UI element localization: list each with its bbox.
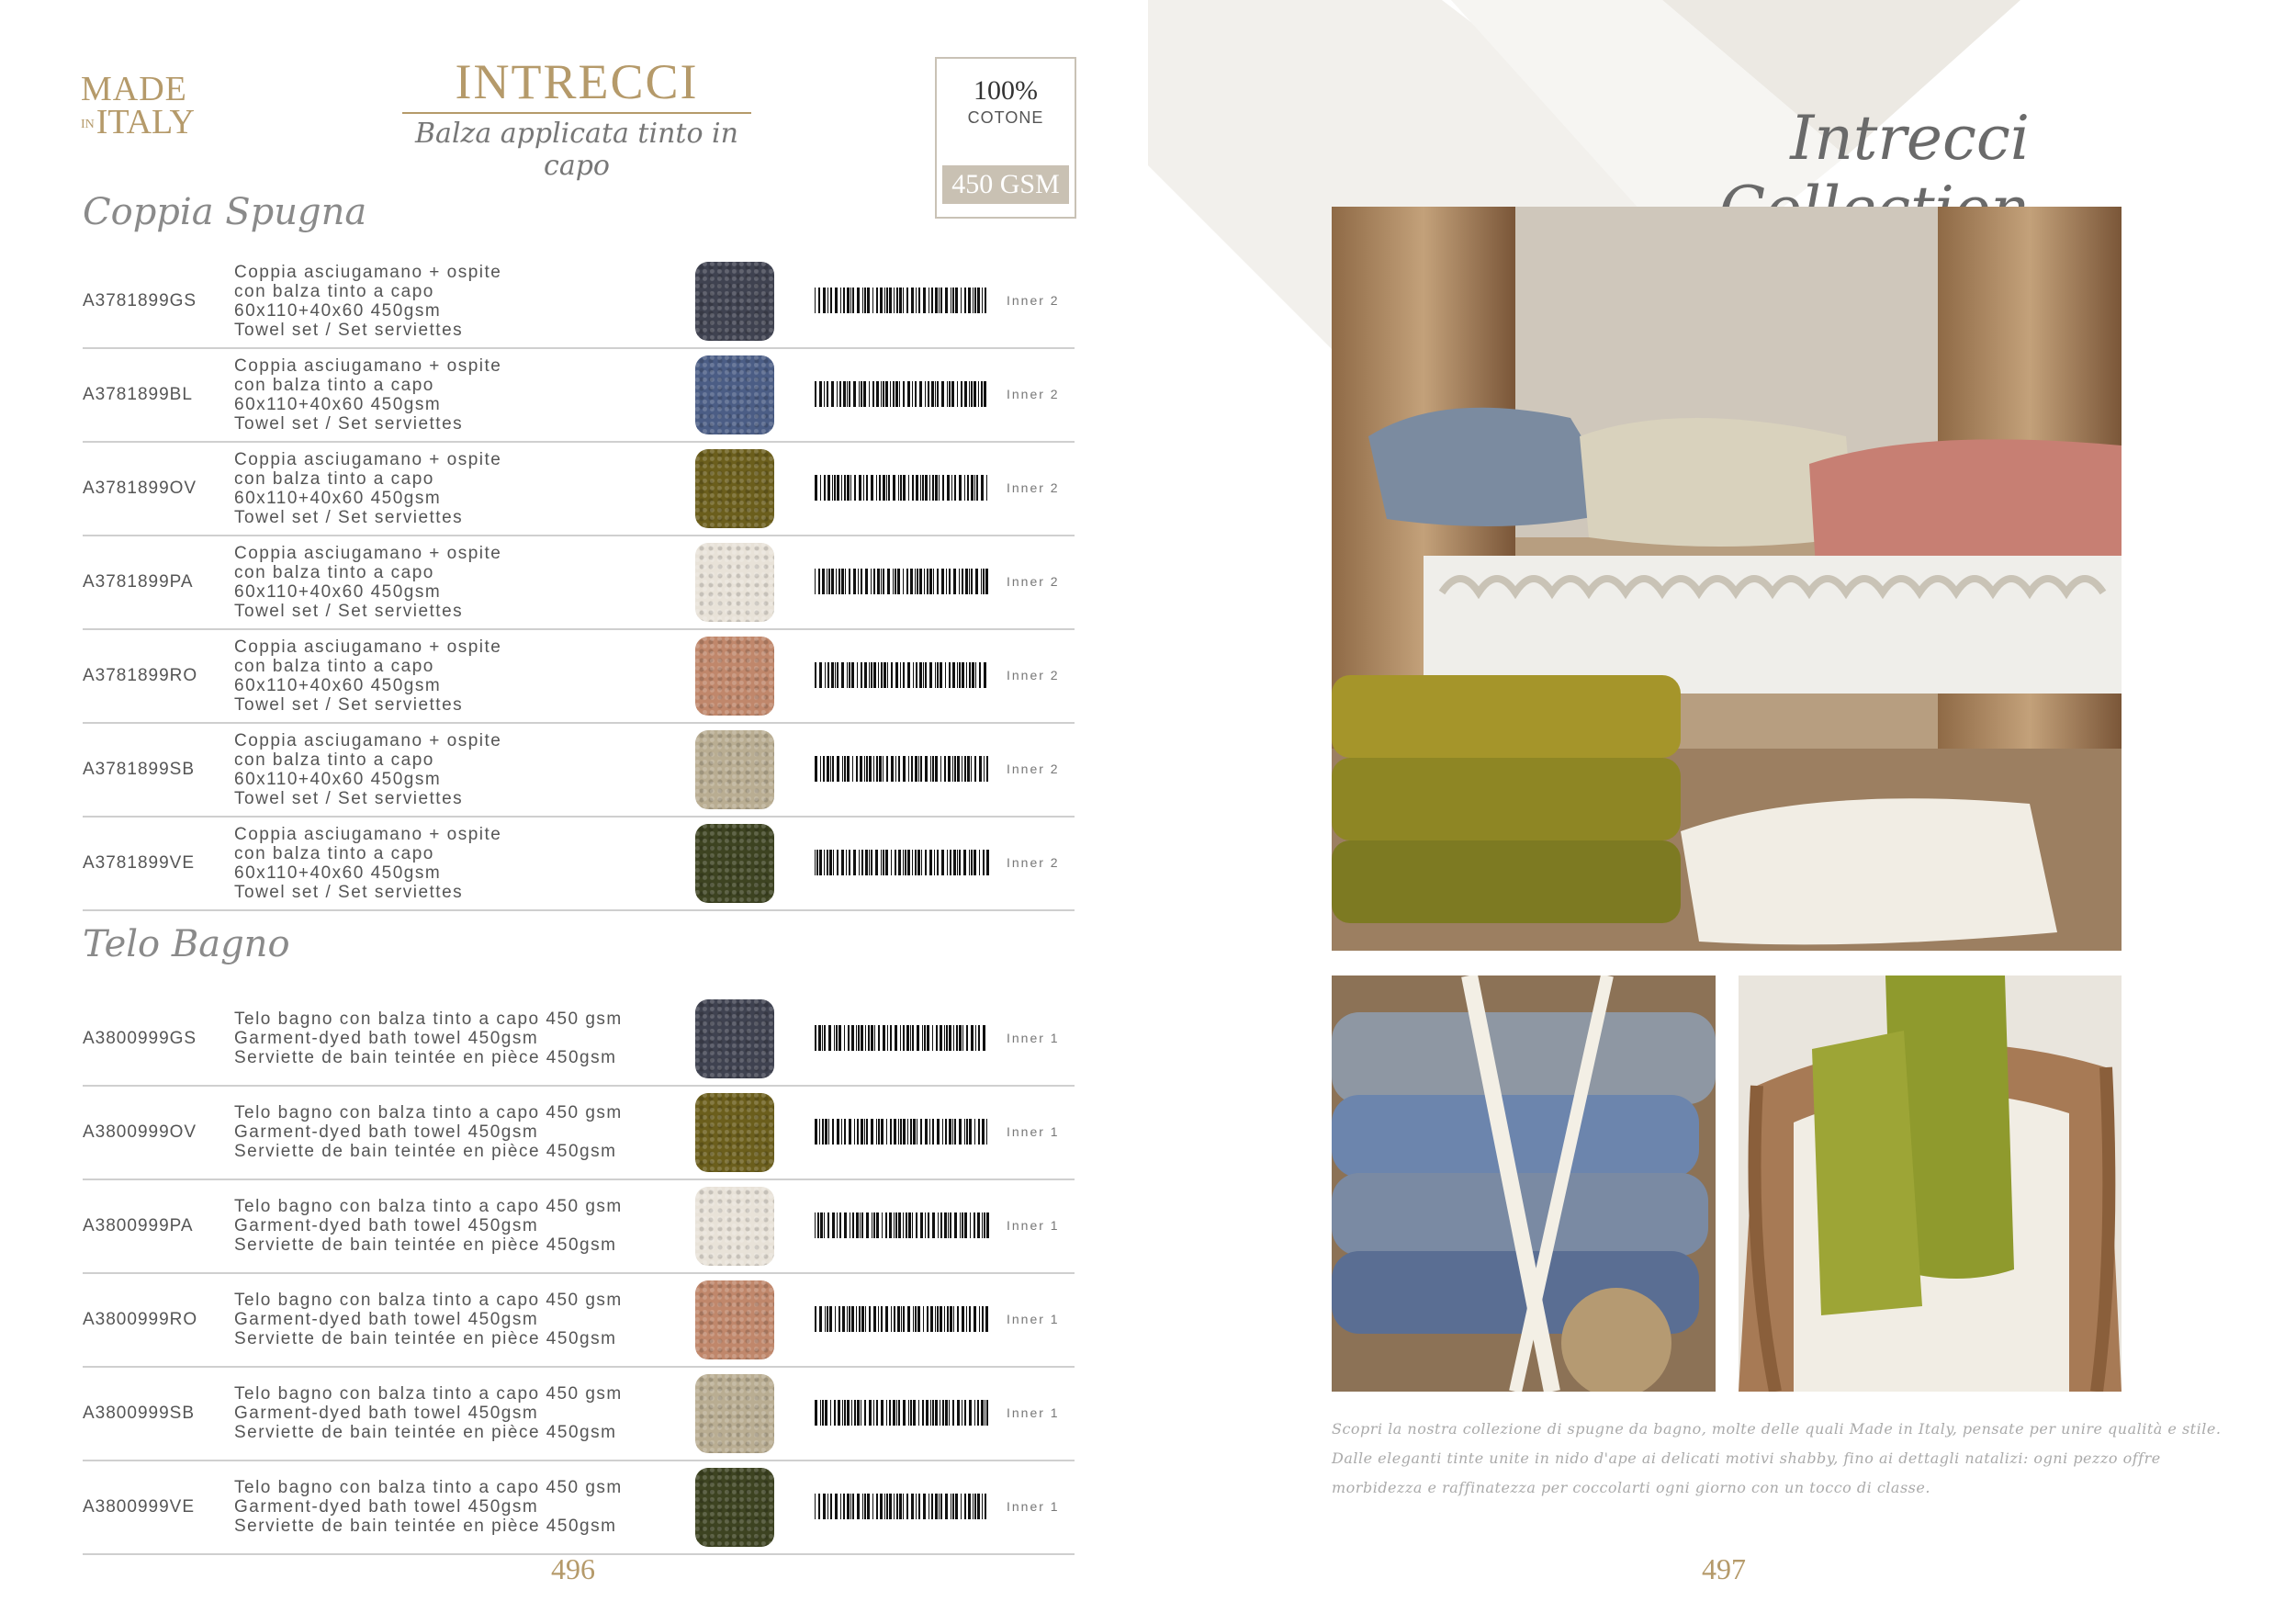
description-line: Towel set / Set serviettes (234, 694, 464, 715)
main-photo-illustration (1332, 207, 2122, 951)
barcode-icon (815, 1119, 989, 1145)
description-line: Towel set / Set serviettes (234, 601, 464, 621)
barcode-icon (815, 1400, 989, 1426)
description-line: 60x110+40x60 450gsm (234, 581, 442, 602)
collection-subtitle: Balza applicata tinto in capo (415, 118, 738, 182)
product-row (83, 1086, 1075, 1180)
description-line: Towel set / Set serviettes (234, 788, 464, 808)
product-row (83, 1460, 1075, 1555)
description-line: Garment-dyed bath towel 450gsm (234, 1404, 539, 1423)
product-row (83, 629, 1075, 724)
main-photo-towels-shelf (1332, 207, 2122, 951)
product-description (234, 1273, 623, 1366)
description-line: Coppia asciugamano + ospite (234, 824, 502, 844)
made-in-italy-logo (81, 72, 195, 140)
description-line: con balza tinto a capo (234, 281, 434, 301)
inner-pack-qty: Inner 2 (1007, 761, 1060, 776)
material-badge (935, 57, 1076, 219)
section-heading-telo: Telo Bagno (83, 923, 290, 965)
product-description (234, 817, 501, 909)
barcode-icon (815, 850, 989, 875)
description-line: Garment-dyed bath towel 450gsm (234, 1310, 539, 1329)
barcode-icon (815, 1494, 989, 1519)
description-line: Garment-dyed bath towel 450gsm (234, 1029, 539, 1048)
product-row (83, 254, 1075, 349)
collection-title: INTRECCI (455, 54, 699, 109)
description-line: Garment-dyed bath towel 450gsm (234, 1122, 539, 1142)
product-code: A3800999PA (83, 1216, 194, 1235)
product-row (83, 536, 1075, 630)
inner-pack-qty: Inner 1 (1007, 1031, 1060, 1045)
description-line: Telo bagno con balza tinto a capo 450 gsm (234, 1291, 623, 1310)
inner-pack-qty: Inner 2 (1007, 668, 1060, 682)
description-line: 60x110+40x60 450gsm (234, 863, 442, 883)
color-swatch (695, 637, 774, 716)
product-row (83, 723, 1075, 818)
barcode-icon (815, 569, 989, 594)
brand-line-1: MADE (81, 70, 187, 108)
product-description (234, 536, 501, 628)
inner-pack-qty: Inner 1 (1007, 1405, 1060, 1420)
inner-pack-qty: Inner 2 (1007, 387, 1060, 401)
product-description (234, 992, 623, 1085)
product-code: A3781899SB (83, 760, 195, 779)
barcode-icon (815, 475, 989, 501)
description-line: 60x110+40x60 450gsm (234, 675, 442, 695)
inner-pack-qty: Inner 2 (1007, 293, 1060, 308)
color-swatch (695, 1374, 774, 1453)
product-code: A3781899RO (83, 666, 198, 685)
badge-material: COTONE (967, 108, 1044, 127)
description-line: Telo bagno con balza tinto a capo 450 gsm (234, 1478, 623, 1497)
product-row (83, 348, 1075, 443)
collection-description: Scopri la nostra collezione di spugne da bagno, molte delle quali Made in Italy, pensate per unire qualità e stile. Dalle eleganti tinte unite in nido d'ape ai delicati motivi shabby, fino ai dettagli natalizi: ogni pezzo offre morbidezza e raffinatezza per coccolarti ogni giorno con un tocco di classe. (1332, 1420, 2222, 1496)
description-line: Serviette de bain teintée en pièce 450gsm (234, 1517, 617, 1536)
barcode-icon (815, 1025, 989, 1051)
barcode-icon (815, 1212, 989, 1238)
product-code: A3800999SB (83, 1404, 195, 1423)
product-code: A3781899PA (83, 572, 194, 592)
blue-towels-illustration (1332, 976, 1716, 1392)
color-swatch (695, 824, 774, 903)
inner-pack-qty: Inner 2 (1007, 574, 1060, 589)
inner-pack-qty: Inner 2 (1007, 855, 1060, 870)
inner-pack-qty: Inner 1 (1007, 1124, 1060, 1139)
inner-pack-qty: Inner 1 (1007, 1218, 1060, 1233)
color-swatch (695, 1468, 774, 1547)
photo-green-towel-chair (1739, 976, 2122, 1392)
description-line: Towel set / Set serviettes (234, 507, 464, 527)
description-line: 60x110+40x60 450gsm (234, 488, 442, 508)
inner-pack-qty: Inner 2 (1007, 480, 1060, 495)
description-line: con balza tinto a capo (234, 750, 434, 770)
product-description (234, 254, 501, 347)
product-code: A3781899GS (83, 291, 197, 310)
description-line: con balza tinto a capo (234, 843, 434, 863)
description-line: Coppia asciugamano + ospite (234, 449, 502, 469)
description-line: Garment-dyed bath towel 450gsm (234, 1497, 539, 1517)
product-row (83, 817, 1075, 911)
product-row (83, 1179, 1075, 1274)
product-code: A3781899VE (83, 853, 195, 873)
product-description (234, 723, 501, 816)
brand-small: IN (81, 118, 95, 132)
product-row (83, 1273, 1075, 1368)
description-line: Telo bagno con balza tinto a capo 450 gsm (234, 1103, 623, 1122)
product-description (234, 1086, 623, 1179)
product-code: A3800999OV (83, 1122, 197, 1142)
color-swatch (695, 543, 774, 622)
color-swatch (695, 730, 774, 809)
description-line: Serviette de bain teintée en pièce 450gsm (234, 1329, 617, 1348)
brand-line-2 (81, 105, 195, 140)
barcode-icon (815, 662, 989, 688)
description-line: Serviette de bain teintée en pièce 450gsm (234, 1423, 617, 1442)
description-line: Coppia asciugamano + ospite (234, 730, 502, 750)
product-description (234, 629, 501, 722)
description-line: Serviette de bain teintée en pièce 450gsm (234, 1235, 617, 1255)
description-line: 60x110+40x60 450gsm (234, 300, 442, 321)
product-row (83, 442, 1075, 536)
description-line: Garment-dyed bath towel 450gsm (234, 1216, 539, 1235)
inner-pack-qty: Inner 1 (1007, 1499, 1060, 1514)
green-towel-illustration (1739, 976, 2122, 1392)
description-line: Serviette de bain teintée en pièce 450gsm (234, 1142, 617, 1161)
color-swatch (695, 999, 774, 1078)
description-line: con balza tinto a capo (234, 468, 434, 489)
product-description (234, 1367, 623, 1460)
description-line: Towel set / Set serviettes (234, 882, 464, 902)
right-page (1148, 0, 2296, 1624)
color-swatch (695, 355, 774, 434)
collection-script-title: Intrecci (1790, 103, 2030, 174)
product-code: A3781899OV (83, 479, 197, 498)
page-number-left: 496 (551, 1552, 595, 1585)
description-line: con balza tinto a capo (234, 375, 434, 395)
color-swatch (695, 1280, 774, 1359)
description-line: con balza tinto a capo (234, 656, 434, 676)
description-line: Serviette de bain teintée en pièce 450gsm (234, 1048, 617, 1067)
description-line: Towel set / Set serviettes (234, 413, 464, 434)
inner-pack-qty: Inner 1 (1007, 1312, 1060, 1326)
color-swatch (695, 449, 774, 528)
badge-weight: 450 GSM (942, 165, 1069, 204)
description-line: 60x110+40x60 450gsm (234, 394, 442, 414)
description-line: Coppia asciugamano + ospite (234, 355, 502, 376)
barcode-icon (815, 381, 989, 407)
description-line: 60x110+40x60 450gsm (234, 769, 442, 789)
description-line: Telo bagno con balza tinto a capo 450 gsm (234, 1009, 623, 1029)
description-line: Coppia asciugamano + ospite (234, 637, 502, 657)
description-line: Coppia asciugamano + ospite (234, 262, 502, 282)
color-swatch (695, 262, 774, 341)
barcode-icon (815, 288, 989, 313)
product-code: A3800999VE (83, 1497, 195, 1517)
product-row (83, 1367, 1075, 1461)
description-line: con balza tinto a capo (234, 562, 434, 582)
title-divider (402, 112, 751, 114)
collection-title-block (393, 54, 760, 182)
description-line: Towel set / Set serviettes (234, 320, 464, 340)
photo-blue-towels-ribbon (1332, 976, 1716, 1392)
product-description (234, 442, 501, 535)
product-description (234, 348, 501, 441)
description-line: Coppia asciugamano + ospite (234, 543, 502, 563)
barcode-icon (815, 756, 989, 782)
page-number-right: 497 (1702, 1552, 1746, 1585)
brand-line-2-text: ITALY (96, 103, 195, 141)
product-row (83, 992, 1075, 1087)
barcode-icon (815, 1306, 989, 1332)
description-line: Telo bagno con balza tinto a capo 450 gsm (234, 1384, 623, 1404)
product-code: A3800999GS (83, 1029, 197, 1048)
product-description (234, 1179, 623, 1272)
color-swatch (695, 1187, 774, 1266)
description-line: Telo bagno con balza tinto a capo 450 gsm (234, 1197, 623, 1216)
product-code: A3800999RO (83, 1310, 198, 1329)
product-code: A3781899BL (83, 385, 193, 404)
product-description (234, 1460, 623, 1553)
color-swatch (695, 1093, 774, 1172)
badge-percent: 100% (974, 75, 1038, 106)
section-heading-coppia: Coppia Spugna (83, 191, 367, 233)
